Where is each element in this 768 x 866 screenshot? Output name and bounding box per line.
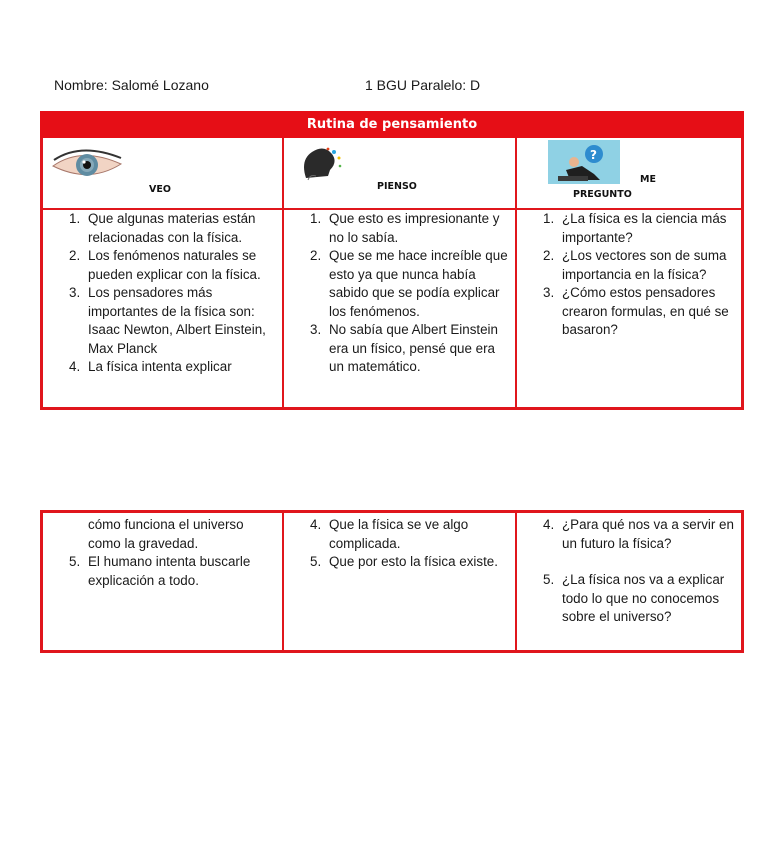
column-label-pregunto: PREGUNTO (573, 189, 632, 200)
pienso-column (284, 210, 513, 377)
thinking-routine-table (40, 111, 744, 410)
veo-column (43, 210, 279, 377)
list-item: 2. ¿Los vectores son de suma importancia en la física? (543, 248, 727, 282)
list-item-continuation: cómo funciona el universo como la gravedad. (88, 517, 244, 551)
svg-text:?: ? (590, 148, 597, 162)
list-item: 1. Que esto es impresionante y no lo sabía. (310, 211, 500, 245)
veo-column-continued (43, 516, 279, 590)
list-item: 1. ¿La física es la ciencia más importante? (543, 211, 727, 245)
list-item: 2. Los fenómenos naturales se pueden explicar con la física. (69, 248, 261, 282)
list-item: 5. ¿La física nos va a explicar todo lo que no conocemos sobre el universo? (543, 572, 725, 624)
thinking-routine-table-continued (40, 510, 744, 653)
list-item: 4. ¿Para qué nos va a servir en un futuro la física? (543, 517, 734, 551)
list-item: 5. El humano intenta buscarle explicación a todo. (69, 554, 251, 588)
list-item: 1. Que algunas materias están relacionadas con la física. (69, 211, 256, 245)
list-item: 5. Que por esto la física existe. (310, 554, 498, 569)
list-item: 4. La física intenta explicar (69, 359, 232, 374)
list-item: 3. Los pensadores más importantes de la física son: Isaac Newton, Albert Einstein, Max Planck (69, 285, 266, 356)
column-label-pienso: PIENSO (377, 181, 417, 192)
header-row (43, 138, 741, 210)
thinking-head-icon (298, 146, 344, 182)
list-item: 2. Que se me hace increíble que esto ya que nunca había sabido que se podía explicar los fenómenos. (310, 248, 508, 319)
list-item: 4. Que la física se ve algo complicada. (310, 517, 469, 551)
pienso-column-continued (284, 516, 513, 572)
list-item: 3. No sabía que Albert Einstein era un físico, pensé que era un matemático. (310, 322, 498, 374)
class-section: 1 BGU Paralelo: D (365, 77, 481, 93)
pregunto-column-continued (517, 516, 741, 627)
student-name: Nombre: Salomé Lozano (54, 77, 209, 93)
table-title: Rutina de pensamiento (40, 111, 744, 138)
questioning-person-icon (548, 140, 620, 184)
column-label-me: ME (640, 174, 656, 185)
table-body (40, 138, 744, 410)
column-label-veo: VEO (149, 184, 171, 195)
pregunto-column (517, 210, 741, 340)
list-item: 3. ¿Cómo estos pensadores crearon formulas, en qué se basaron? (543, 285, 729, 337)
eye-icon (51, 144, 123, 184)
